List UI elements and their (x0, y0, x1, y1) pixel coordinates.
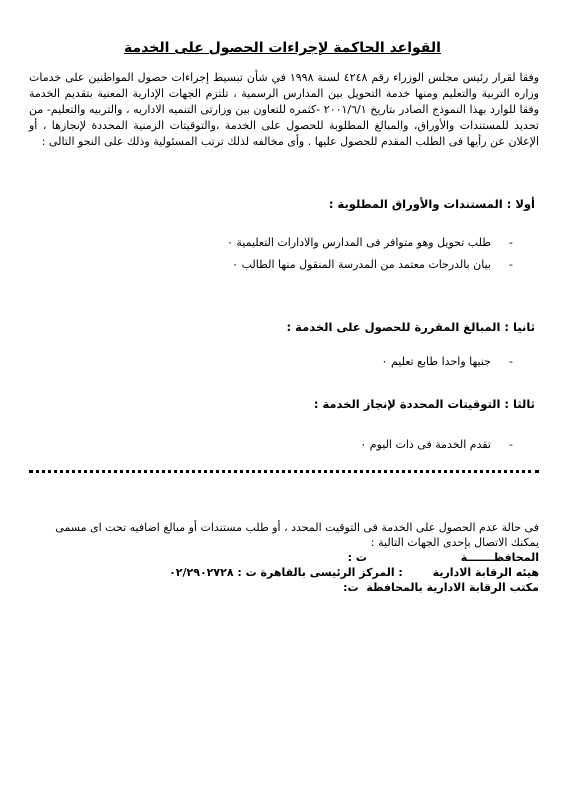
list-item: - تقدم الخدمة فى ذات اليوم ٠ (360, 438, 513, 451)
list-item: - بيان بالدرجات معتمد من المدرسة المنقول منها الطالب ٠ (227, 258, 513, 271)
contact-value: ت: (343, 581, 359, 594)
contact-row-authority (29, 565, 539, 580)
section-heading-fees: ثانيا : المبالغ المقررة للحصول على الخدمة : (286, 320, 535, 334)
contact-value: ت : (347, 551, 367, 564)
list-item: - جنيها واحدا طابع تعليم ٠ (382, 355, 513, 368)
documents-list (227, 236, 513, 280)
timing-list (360, 438, 513, 460)
section-heading-timing: ثالثا : التوقيتات المحددة لإنجاز الخدمة : (313, 397, 535, 411)
contact-row-local-office (29, 580, 539, 595)
contact-text: فى حالة عدم الحصول على الخدمة فى التوقيت المحدد ، أو طلب مستندات أو مبالغ اضافيه تحت اى مسمى يمكنك الاتصال بإحدى الجهات التالية : (55, 521, 539, 549)
contact-value: : المركز الرئيسى بالقاهرة ت : ٠٢/٢٩٠٢٧٢٨ (169, 566, 403, 579)
intro-paragraph (29, 70, 539, 150)
contact-key: المحافظـــــــة (460, 551, 539, 564)
list-item: - طلب تحويل وهو متوافر فى المدارس والادارات التعليمية ٠ (227, 236, 513, 249)
intro-text: وفقا لقرار رئيس مجلس الوزراء رقم ٤٢٤٨ لسنة ١٩٩٨ في شأن تبسيط إجراءات حصول المواطنين على خدمات وزاره التربية والتعليم ومنها خدمة التحويل بين المدارس الرسمية ، تلتزم الجهات الإدارية المعنية بتقديم الخدمة وفقا للوارد بهذا النموذج الصادر بتاريخ ٢٠٠١/٦/١ -كثمره للتعاون بين وزارتى التنميه الاداريه ، والتربيه والتعليم- من تحديد للمستندات والأوراق، والمبالغ المطلوبة للحصول على الخدمة ،والتوقيتات الزمنية المحددة لإنجازها ، أو الإعلان عن رأيها فى الطلب المقدم للحصول عليها . وأى مخالفه لذلك ترتب المسئولية وذلك على النحو التالى : (29, 71, 540, 148)
contact-key: مكتب الرقابة الادارية بالمحافظة (366, 581, 539, 594)
document-title: القواعد الحاكمة لإجراءات الحصول على الخدمة (124, 40, 441, 56)
dotted-separator (29, 470, 539, 473)
contact-row-governorate (29, 550, 539, 565)
contact-key: هيئه الرقابة الادارية (432, 566, 539, 579)
fees-list (382, 355, 513, 377)
contact-section (29, 520, 539, 595)
section-heading-documents: أولا : المستندات والأوراق المطلوبة : (328, 197, 535, 211)
